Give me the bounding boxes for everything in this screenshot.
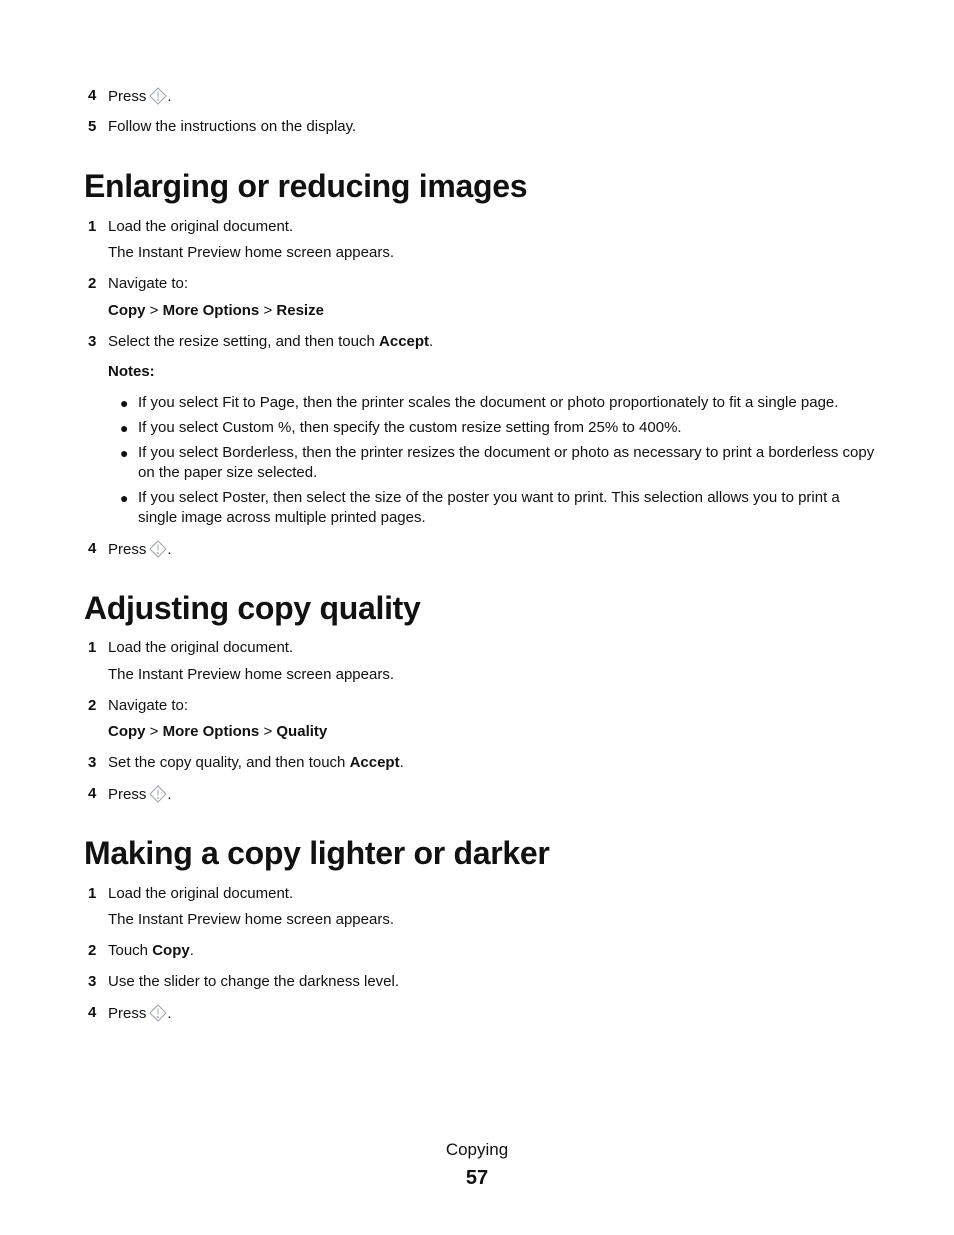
notes-label: Notes: [108,363,155,380]
section-heading-enlarging: Enlarging or reducing images [84,168,528,204]
step-text: Press [108,88,147,105]
section-heading-quality: Adjusting copy quality [84,590,421,626]
footer-page-number: 57 [465,1167,489,1189]
s1-menu-path: Copy > More Options > Resize [108,302,324,319]
s1-step-1-result: The Instant Preview home screen appears. [108,244,394,261]
bullet-icon: ● [120,420,129,436]
bullet-icon: ● [120,445,129,461]
start-diamond-icon [149,540,167,558]
section-heading-lighter-darker: Making a copy lighter or darker [84,835,550,871]
s2-step-1-result: The Instant Preview home screen appears. [108,666,394,683]
start-diamond-icon [149,87,167,105]
bullet-icon: ● [120,490,129,506]
s3-step-1-result: The Instant Preview home screen appears. [108,911,394,928]
start-diamond-icon [149,785,167,803]
start-diamond-icon [149,1004,167,1022]
bullet-icon: ● [120,395,129,411]
footer-chapter-label: Copying [445,1140,509,1159]
s2-menu-path: Copy > More Options > Quality [108,723,328,740]
